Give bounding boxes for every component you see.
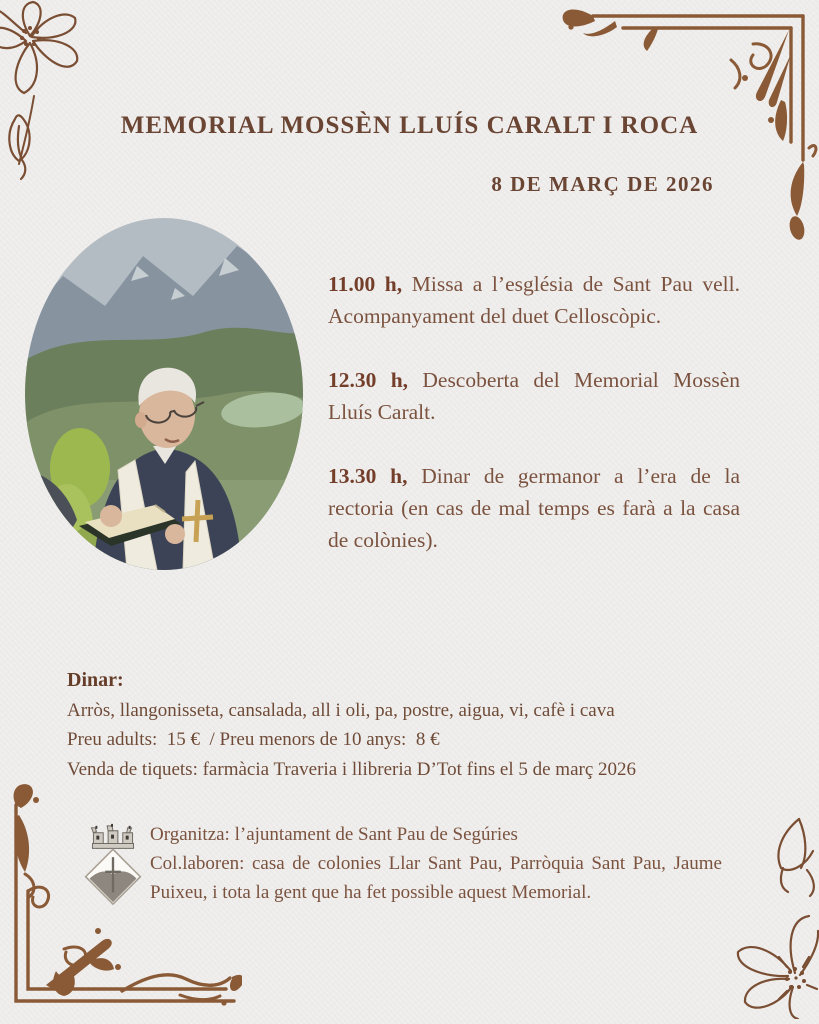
schedule-item-3-time: 13.30 h, [328, 464, 408, 488]
schedule-item-2 [328, 364, 740, 428]
poster-title: MEMORIAL MOSSÈN LLUÍS CARALT I ROCA [120, 112, 699, 139]
schedule-item-1-text: Missa a l’església de Sant Pau vell. Acompanyament del duet Celloscòpic. [328, 272, 741, 328]
schedule-list [328, 268, 740, 588]
coat-of-arms-icon [80, 820, 146, 908]
dinner-heading: Dinar: [67, 669, 124, 691]
schedule-item-3 [328, 460, 740, 556]
schedule-item-3-text: Dinar de germanor a l’era de la rectoria (en cas de mal temps es farà a la casa de colònies). [328, 464, 740, 552]
collaborators-line: Col.laboren: casa de colonies Llar Sant Pau, Parròquia Sant Pau, Jaume Puixeu, i tota la gent que ha fet possible aquest Memorial. [150, 853, 722, 903]
dinner-prices: Preu adults: 15 € / Preu menors de 10 anys: 8 € [67, 729, 440, 750]
event-date: 8 DE MARÇ DE 2026 [491, 172, 714, 196]
dinner-tickets: Venda de tiquets: farmàcia Traveria i llibreria D’Tot fins el 5 de març 2026 [67, 758, 637, 780]
schedule-item-2-time: 12.30 h, [328, 368, 409, 392]
flower-ornament-top-left-icon [0, 0, 112, 187]
dinner-menu: Arròs, llangonisseta, cansalada, all i oli, pa, postre, aigua, vi, cafè i cava [67, 699, 615, 721]
schedule-item-1-time: 11.00 h, [328, 272, 403, 296]
organizer-line: Organitza: l’ajuntament de Sant Pau de Segúries [150, 824, 518, 845]
dinner-section [67, 666, 753, 784]
priest-photo [25, 218, 303, 570]
credits-section [150, 820, 722, 907]
schedule-item-1 [328, 268, 740, 332]
schedule-item-2-text: Descoberta del Memorial Mossèn Lluís Caralt. [328, 368, 740, 424]
